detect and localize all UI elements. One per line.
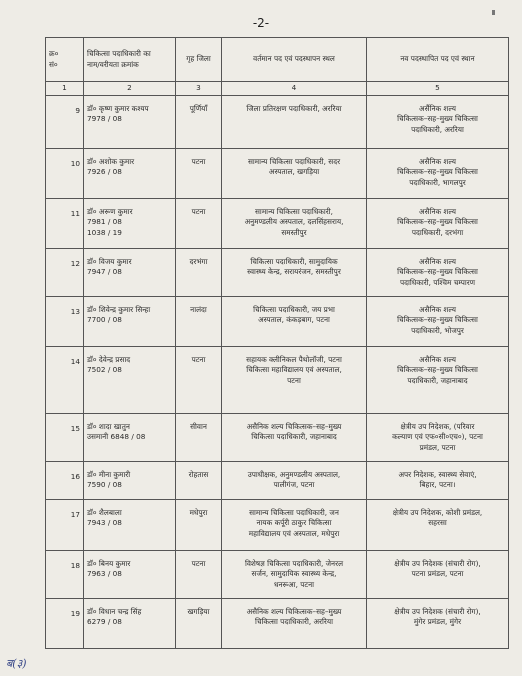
current-post-cell: असैनिक शल्य चिकित्सक–सह–मुख्य चिकित्सा पदाधिकारी, जहानाबाद [222,413,367,461]
new-post-cell: असैनिक शल्य चिकित्सक–सह–मुख्य चिकित्सा पदाधिकारी, जहानाबाद [367,346,509,413]
current-post-cell: विशेषज्ञ चिकित्सा पदाधिकारी, जेनरल सर्जन, सामुदायिक स्वास्थ्य केन्द्र, धनरूआ, पटना [222,550,367,598]
home-district-cell: पटना [176,198,222,248]
table-row [46,148,509,198]
new-post-cell: क्षेत्रीय उप निदेशक (संचारी रोग), मुंगेर प्रमंडल, मुंगेर [367,598,509,648]
home-district-cell: दरभंगा [176,248,222,296]
new-post-cell: अपर निदेशक, स्वास्थ्य सेवाएं, बिहार, पटना। [367,461,509,499]
current-post-cell: सामान्य चिकित्सा पदाधिकारी, जन नायक कर्पूरी ठाकुर चिकित्सा महाविद्यालय एवं अस्पताल, मधेपुरा [222,499,367,550]
current-post-cell: चिकित्सा पदाधिकारी, सामुदायिक स्वास्थ्य केन्द्र, सरायरंजन, समस्तीपुर [222,248,367,296]
officer-name-cell: डॉ० कृष्ण कुमार कश्यप 7978 / 08 [84,95,176,148]
serial-number-cell: 18 [46,550,84,598]
serial-number-cell: 19 [46,598,84,648]
column-number: 4 [222,82,367,96]
table-row [46,296,509,346]
officer-name-cell: डॉ० मीना कुमारी 7590 / 08 [84,461,176,499]
header-district: गृह जिला [176,38,222,82]
serial-number-cell: 10 [46,148,84,198]
home-district-cell: पूर्णियाँ [176,95,222,148]
column-number: 5 [367,82,509,96]
table-row [46,550,509,598]
new-post-cell: असैनिक शल्य चिकित्सक–सह–मुख्य चिकित्सा पदाधिकारी, पश्चिम चम्पारण [367,248,509,296]
officer-name-cell: डॉ० बिनय कुमार 7963 / 08 [84,550,176,598]
serial-number-cell: 16 [46,461,84,499]
table-row [46,461,509,499]
column-number: 3 [176,82,222,96]
table-body [46,95,509,648]
new-post-cell: असैनिक शल्य चिकित्सक–सह–मुख्य चिकित्सा पदाधिकारी, भोजपुर [367,296,509,346]
home-district-cell: सीवान [176,413,222,461]
current-post-cell: सहायक क्लीनिकल पैथोलॉजी, पटना चिकित्सा महाविद्यालय एवं अस्पताल, पटना [222,346,367,413]
officer-name-cell: डॉ० विजय कुमार 7947 / 08 [84,248,176,296]
column-number: 1 [46,82,84,96]
handwritten-signature: ब(३) [6,657,27,670]
serial-number-cell: 12 [46,248,84,296]
current-post-cell: जिला प्रतिरक्षण पदाधिकारी, अररिया [222,95,367,148]
officer-name-cell: डॉ० शैलबाला 7943 / 08 [84,499,176,550]
new-post-cell: क्षेत्रीय उप निदेशक, (परिवार कल्याण एवं एफ०सी०एच०), पटना प्रमंडल, पटना [367,413,509,461]
new-post-cell: असैनिक शल्य चिकित्सक–सह–मुख्य चिकित्सा पदाधिकारी, भागलपुर [367,148,509,198]
officer-name-cell: डॉ० देवेन्द्र प्रसाद 7502 / 08 [84,346,176,413]
current-post-cell: सामान्य चिकित्सा पदाधिकारी, सदर अस्पताल, खगड़िया [222,148,367,198]
home-district-cell: पटना [176,148,222,198]
serial-number-cell: 15 [46,413,84,461]
table-row [46,198,509,248]
officer-name-cell: डॉ० शिवेन्द्र कुमार सिन्हा 7700 / 08 [84,296,176,346]
serial-number-cell: 11 [46,198,84,248]
page-number: -2- [252,16,270,30]
home-district-cell: मधेपुरा [176,499,222,550]
current-post-cell: सामान्य चिकित्सा पदाधिकारी, अनुमण्डलीय अस्पताल, दलसिंहसराय, समस्तीपुर [222,198,367,248]
serial-number-cell: 14 [46,346,84,413]
table-row [46,95,509,148]
home-district-cell: रोहतास [176,461,222,499]
new-post-cell: क्षेत्रीय उप निदेशक (संचारी रोग), पटना प्रमंडल, पटना [367,550,509,598]
current-post-cell: चिकित्सा पदाधिकारी, जय प्रभा अस्पताल, कंकड़बाग, पटना [222,296,367,346]
column-number: 2 [84,82,176,96]
home-district-cell: नालंदा [176,296,222,346]
table-row [46,346,509,413]
new-post-cell: असैनिक शल्य चिकित्सक–सह–मुख्य चिकित्सा पदाधिकारी, दरभंगा [367,198,509,248]
serial-number-cell: 17 [46,499,84,550]
header-row [46,38,509,82]
new-post-cell: अर्सैनिक शल्य चिकित्सक–सह–मुख्य चिकित्सा पदाधिकारी, अररिया [367,95,509,148]
officer-name-cell: डॉ० अरूण कुमार 7981 / 08 1038 / 19 [84,198,176,248]
table-row [46,598,509,648]
home-district-cell: पटना [176,346,222,413]
officer-name-cell: डॉ० विधान चन्द्र सिंह 6279 / 08 [84,598,176,648]
transfer-table [45,37,509,649]
officer-name-cell: डॉ० अशोक कुमार 7926 / 08 [84,148,176,198]
home-district-cell: खगड़िया [176,598,222,648]
header-current-post: वर्तमान पद एवं पदस्थापन स्थल [222,38,367,82]
current-post-cell: उपाधीक्षक, अनुमण्डलीय अस्पताल, पालीगंज, पटना [222,461,367,499]
scan-mark [492,10,495,15]
column-number-row [46,82,509,96]
home-district-cell: पटना [176,550,222,598]
serial-number-cell: 9 [46,95,84,148]
header-name: चिकित्सा पदाधिकारी का नाम/वरीयता क्रमांक [84,38,176,82]
table-row [46,248,509,296]
serial-number-cell: 13 [46,296,84,346]
officer-name-cell: डॉ० शादा खातुन उसमानी 6848 / 08 [84,413,176,461]
table-row [46,499,509,550]
current-post-cell: असैनिक शल्य चिकित्सक–सह–मुख्य चिकित्सा पदाधिकारी, अररिया [222,598,367,648]
header-new-post: नव पदस्थापित पद एवं स्थान [367,38,509,82]
table-row [46,413,509,461]
header-sn: क्र० सं० [46,38,84,82]
new-post-cell: क्षेत्रीय उप निदेशक, कोशी प्रमंडल, सहरसा [367,499,509,550]
